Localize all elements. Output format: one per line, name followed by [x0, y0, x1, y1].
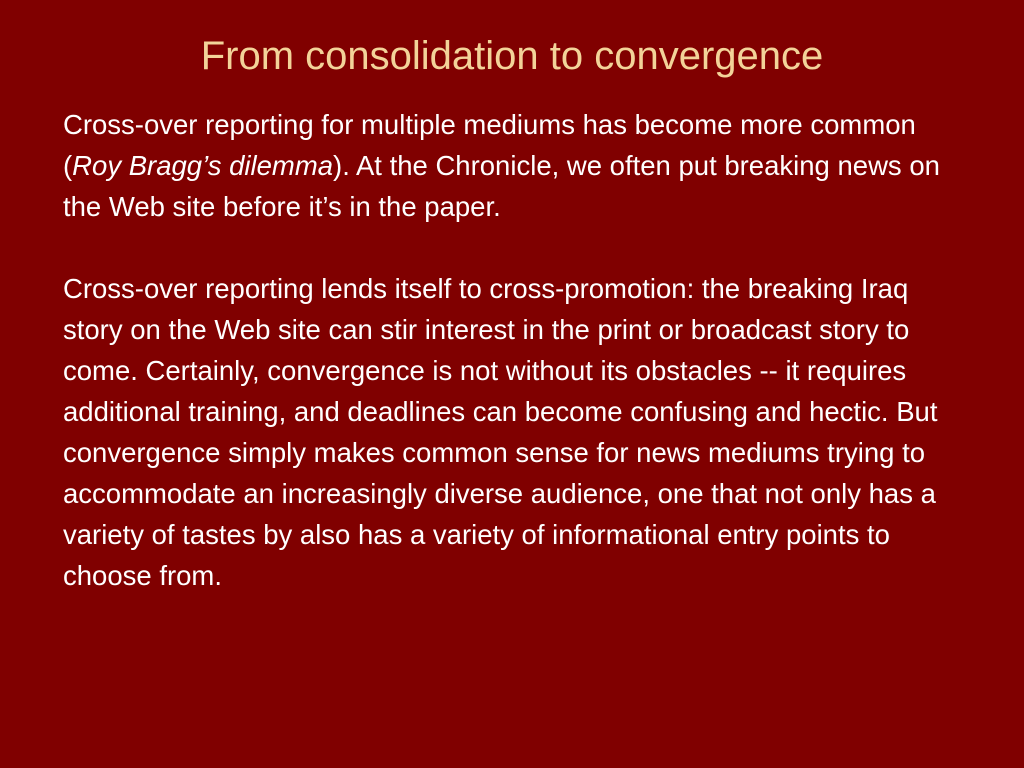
slide-body — [63, 104, 975, 596]
paragraph-2: Cross-over reporting lends itself to cross-promotion: the breaking Iraq story on the Web site can stir interest in the print or broadcast story to come. Certainly, convergence is not without its obstacles -- it requires additional training, and deadlines can become confusing and hectic. But convergence simply makes common sense for news mediums trying to accommodate an increasingly diverse audience, one that not only has a variety of tastes by also has a variety of informational entry points to choose from. — [63, 273, 938, 591]
paragraph-1-text-after: ). At the Chronicle, we often put breaking news on the Web site before it’s in the paper. — [63, 150, 940, 222]
paragraph-spacer — [63, 227, 975, 268]
slide-title: From consolidation to convergence — [200, 34, 824, 78]
paragraph-1-text-before: Cross-over reporting for multiple mediums has become more common ( — [63, 109, 916, 181]
paragraph-1 — [63, 104, 975, 227]
paragraph-1-italic: Roy Bragg’s dilemma — [72, 150, 334, 181]
